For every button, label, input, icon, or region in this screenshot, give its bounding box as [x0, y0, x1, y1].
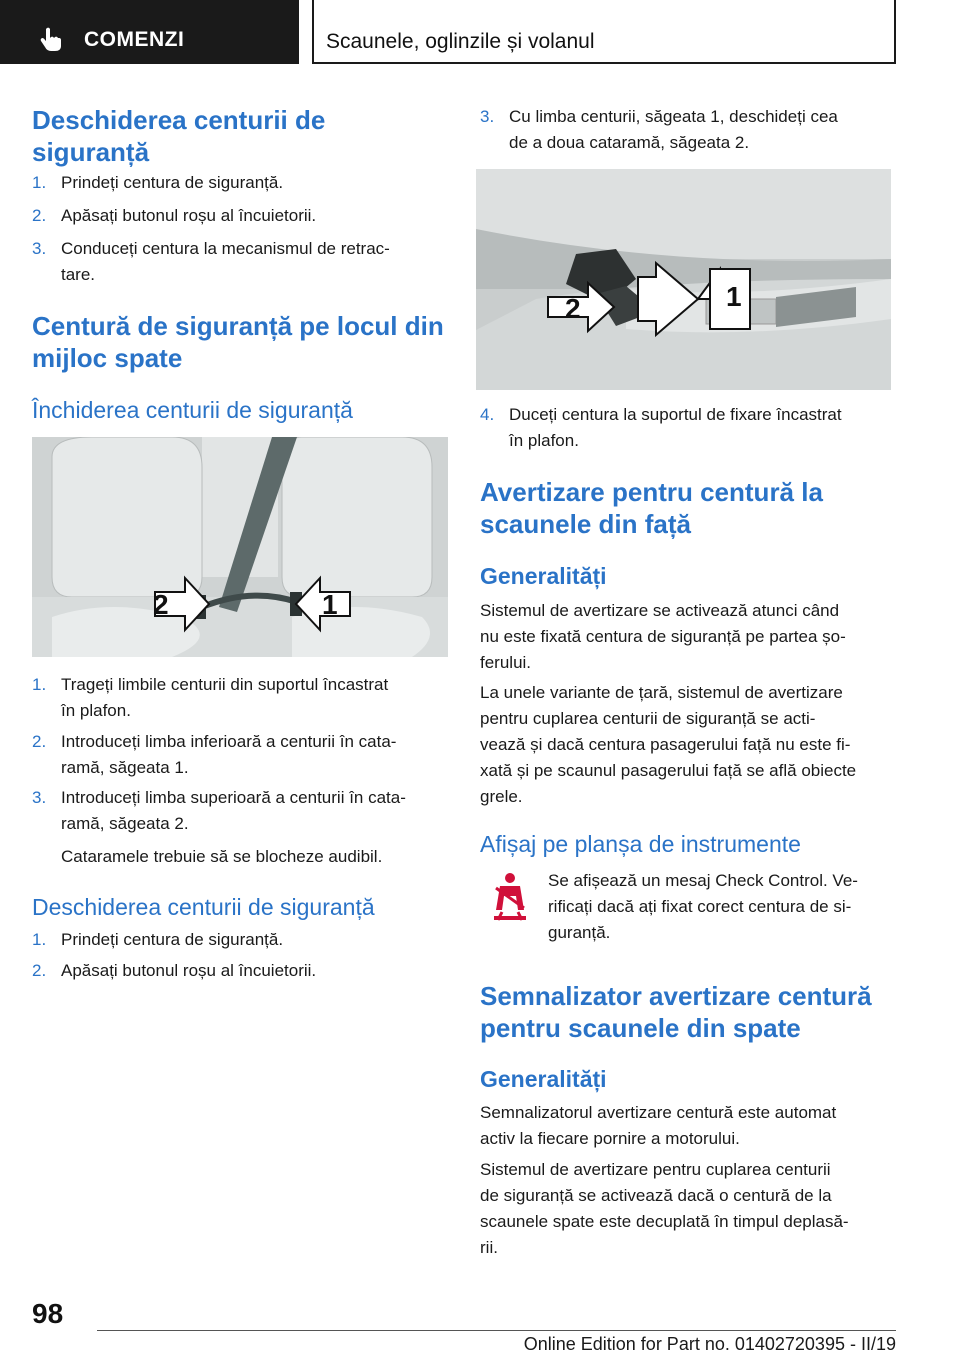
- hand-pointer-icon: [38, 26, 64, 52]
- footer-edition: Online Edition for Part no. 01402720395 - II/19: [523, 1334, 896, 1354]
- close-note: Cataramele trebuie să se blocheze audibil.: [61, 847, 383, 866]
- close-step-3: 3. Introduceți limba superioară a centurii în cata- ramă, săgeata 2.: [32, 788, 406, 833]
- heading-general-1: Generalități: [480, 563, 607, 589]
- header-chapter-label: Scaunele, oglinzile și volanul: [326, 30, 595, 53]
- open-step-3b: 3. Cu limba centurii, săgeata 1, deschideți cea de a doua cataramă, săgeata 2.: [480, 107, 838, 152]
- general1-text: Sistemul de avertizare se activează atunci când nu este fixată centura de siguranță pe partea șo- ferului.: [480, 601, 846, 672]
- rear-seat-photo: [32, 437, 448, 657]
- buckle-photo: [476, 169, 891, 390]
- heading-general-2: Generalități: [480, 1066, 607, 1092]
- display-text: Se afișează un mesaj Check Control. Ve- rificați dacă ați fixat corect centura de si- guranță.: [548, 871, 858, 942]
- photo1-callout-1: 1: [322, 589, 338, 620]
- page-number: 98: [32, 1298, 64, 1329]
- header-chapter-tab[interactable]: [312, 0, 896, 64]
- rear2-text: Sistemul de avertizare pentru cuplarea centurii de siguranță se activează dacă o centură de la scaunele spate este decuplată în timpul deplasă- rii.: [480, 1160, 849, 1257]
- rear1-text: Semnalizatorul avertizare centură este automat activ la fiecare pornire a motorului.: [480, 1103, 837, 1148]
- rear-seat-illustration: [32, 437, 448, 657]
- buckle-illustration: [476, 169, 891, 390]
- photo2-callout-1: 1: [726, 281, 742, 312]
- heading-front-warning: Avertizare pentru centură la scaunele din față: [480, 477, 823, 539]
- close-step-2: 2. Introduceți limba inferioară a centurii în cata- ramă, săgeata 1.: [32, 732, 397, 777]
- heading-display: Afișaj pe planșa de instrumente: [480, 831, 801, 857]
- seatbelt-warning-icon: [492, 872, 528, 924]
- general2-text: La unele variante de țară, sistemul de avertizare pentru cuplarea centurii de siguranță se acti- vează și dacă centura pasagerului față nu este fi- xată și pe scaunul pasagerului față se află obiecte grele.: [480, 683, 857, 806]
- heading-close-belt: Închiderea centurii de siguranță: [32, 397, 353, 423]
- header-section-tab[interactable]: [0, 0, 299, 64]
- heading-middle-seat-belt: Centură de siguranță pe locul din mijloc spate: [32, 311, 444, 373]
- open-step-3: 3. Conduceți centura la mecanismul de retrac- tare.: [32, 239, 390, 284]
- step-4: 4. Duceți centura la suportul de fixare încastrat în plafon.: [480, 405, 842, 450]
- footer-divider: [97, 1330, 896, 1331]
- heading-open-belt: Deschiderea centurii de siguranță: [32, 105, 326, 167]
- heading-open-belt-2: Deschiderea centurii de siguranță: [32, 894, 375, 920]
- header-section-label: COMENZI: [84, 28, 185, 51]
- photo1-callout-2: 2: [153, 589, 169, 620]
- photo2-callout-2: 2: [565, 293, 581, 324]
- heading-rear-warning: Semnalizator avertizare centură pentru scaunele din spate: [480, 981, 872, 1043]
- close-step-1: 1. Trageți limbile centurii din suportul încastrat în plafon.: [32, 675, 389, 720]
